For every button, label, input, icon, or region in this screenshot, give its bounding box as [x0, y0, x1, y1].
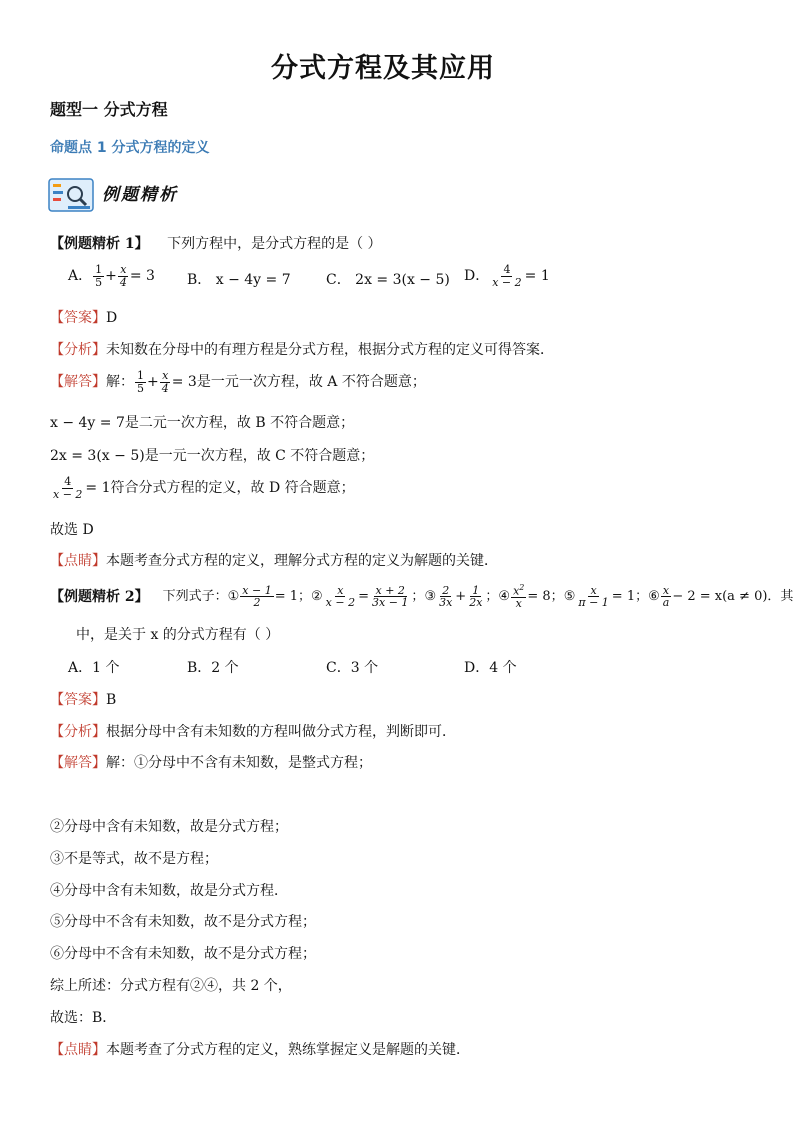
- ex2-step-4: ④分母中含有未知数，故是分式方程．: [50, 883, 288, 899]
- fraction: $\frac{x}{x - 2}$: [325, 583, 356, 610]
- expr-marker: ④: [498, 589, 511, 605]
- ex2-step-3: ③不是等式，故不是方程；: [50, 851, 218, 867]
- fraction: $\frac{x}{\pi - 1}$: [578, 583, 609, 610]
- comment-tag: 【点睛】: [50, 1042, 106, 1058]
- expr-rest: ；: [485, 589, 499, 605]
- fraction: $\frac{x + 2}{3x - 1}$: [372, 583, 409, 610]
- ex1-answer: [50, 311, 117, 325]
- ex2-option-b: B．2 个: [187, 660, 239, 676]
- fraction: $\frac{x^2}{x}$: [513, 583, 525, 611]
- ex2-stem-prefix: 下列式子：: [162, 589, 228, 605]
- example-banner: [48, 178, 178, 212]
- ex1-solution-a: 【解答】 解： $\frac{1}{5}$ + $\frac{x}{4}$ = 3是一元一次方程，故 A 不符合题意；: [50, 369, 426, 395]
- analysis-text: 未知数在分母中的有理方程是分式方程，根据分式方程的定义可得答案．: [106, 342, 554, 358]
- solution-text: = 1符合分式方程的定义，故 D 符合题意；: [85, 480, 355, 497]
- answer-tag: 【答案】: [50, 310, 106, 326]
- ex1-option-d: [464, 264, 550, 288]
- ex1-option-c: C． 2x = 3(x − 5): [326, 272, 450, 288]
- expr-marker: ⑤: [563, 589, 576, 605]
- expr-rest: = 1；: [611, 589, 649, 605]
- fraction: $\frac{x - 1}{2}$: [242, 583, 272, 610]
- ex2-option-c: C．3 个: [326, 660, 379, 676]
- analysis-tag: 【分析】: [50, 342, 106, 358]
- fraction: $\frac{2}{3x}$: [439, 583, 453, 610]
- fraction: $\frac{x}{4}$: [119, 263, 127, 289]
- fraction: $\frac{1}{5}$: [137, 369, 144, 395]
- ex2-solution: [50, 756, 372, 770]
- banner-title: 例题精析: [102, 184, 178, 205]
- expr-marker: ⑥: [648, 589, 660, 605]
- subsection-heading: 命题点 1 分式方程的定义: [50, 140, 210, 156]
- fraction: $\frac{4}{x - 2}$: [53, 475, 83, 501]
- section-heading: 题型一 分式方程: [50, 100, 168, 119]
- solution-tag: 【解答】: [50, 374, 106, 391]
- ex2-step-5: ⑤分母中不含有未知数，故不是分式方程；: [50, 914, 316, 930]
- ex2-option-d: D．4 个: [464, 660, 517, 676]
- ex1-option-b: B． x − 4y = 7: [187, 272, 291, 288]
- ex1-option-a: [68, 264, 155, 288]
- operator: +: [105, 268, 117, 285]
- operator: =: [358, 589, 369, 605]
- fraction: $\frac{1}{5}$: [95, 263, 103, 289]
- expr-rest: − 2 = x(a ≠ 0): [672, 589, 768, 605]
- expr-marker: ②: [311, 589, 323, 605]
- ex2-stem-2: 中，是关于 x 的分式方程有（ ）: [76, 627, 280, 643]
- magnifier-icon: [48, 178, 94, 212]
- ex1-stem-line: [50, 237, 382, 251]
- ex1-analysis: [50, 343, 554, 357]
- answer-value: B: [106, 692, 117, 708]
- page-title: 分式方程及其应用: [271, 53, 495, 84]
- expr-marker: ③: [424, 589, 437, 605]
- ex2-analysis: [50, 725, 456, 739]
- comment-text: 本题考查分式方程的定义，理解分式方程的定义为解题的关键．: [106, 553, 498, 569]
- expr-rest: = 1；: [274, 589, 312, 605]
- ex2-stem-line: [50, 584, 793, 610]
- solution-text: 解：①分母中不含有未知数，是整式方程；: [106, 755, 372, 771]
- fraction: $\frac{x}{a}$: [662, 583, 670, 610]
- ex2-choose: 故选：B．: [50, 1010, 117, 1026]
- expr-rest: = 8；: [527, 589, 564, 605]
- fraction: $\frac{1}{2x}$: [469, 583, 483, 610]
- solution-tag: 【解答】: [50, 755, 106, 771]
- ex2-summary: 综上所述：分式方程有②④，共 2 个，: [50, 978, 292, 994]
- operator: +: [455, 589, 467, 605]
- expr-marker: ①: [227, 589, 240, 605]
- answer-value: D: [106, 310, 118, 326]
- ex2-tag: 【例题精析 2】: [50, 588, 149, 605]
- option-label: A．: [68, 268, 93, 285]
- ex2-stem-end: ．其: [767, 589, 793, 605]
- ex2-option-a: A．1 个: [68, 660, 120, 676]
- comment-text: 本题考查了分式方程的定义，熟练掌握定义是解题的关键．: [106, 1042, 470, 1058]
- equation-rhs: = 1: [524, 268, 550, 285]
- ex2-step-2: ②分母中含有未知数，故是分式方程；: [50, 819, 288, 835]
- fraction: $\frac{x}{4}$: [161, 369, 169, 395]
- solution-text: = 3是一元一次方程，故 A 不符合题意；: [171, 374, 426, 391]
- comment-tag: 【点睛】: [50, 553, 106, 569]
- ex1-stem: 下列方程中，是分式方程的是（ ）: [167, 236, 382, 252]
- ex1-solution-d: [50, 476, 355, 500]
- ex1-comment: [50, 554, 498, 568]
- ex2-answer: [50, 693, 116, 707]
- ex2-comment: [50, 1043, 470, 1057]
- equation-rhs: = 3: [129, 268, 155, 285]
- expr-rest: ；: [411, 589, 425, 605]
- analysis-text: 根据分母中含有未知数的方程叫做分式方程，判断即可．: [106, 724, 456, 740]
- solution-prefix: 解：: [106, 374, 134, 391]
- ex2-step-6: ⑥分母中不含有未知数，故不是分式方程；: [50, 946, 316, 962]
- ex1-solution-c: 2x = 3(x − 5)是一元一次方程，故 C 不符合题意；: [50, 448, 375, 464]
- ex1-tag: 【例题精析 1】: [50, 236, 149, 252]
- fraction: $\frac{4}{x - 2}$: [492, 263, 522, 289]
- answer-tag: 【答案】: [50, 692, 106, 708]
- ex1-solution-b: x − 4y = 7是二元一次方程，故 B 不符合题意；: [50, 415, 355, 431]
- analysis-tag: 【分析】: [50, 724, 106, 740]
- ex1-choose: 故选 D: [50, 522, 94, 538]
- option-label: D．: [464, 268, 490, 285]
